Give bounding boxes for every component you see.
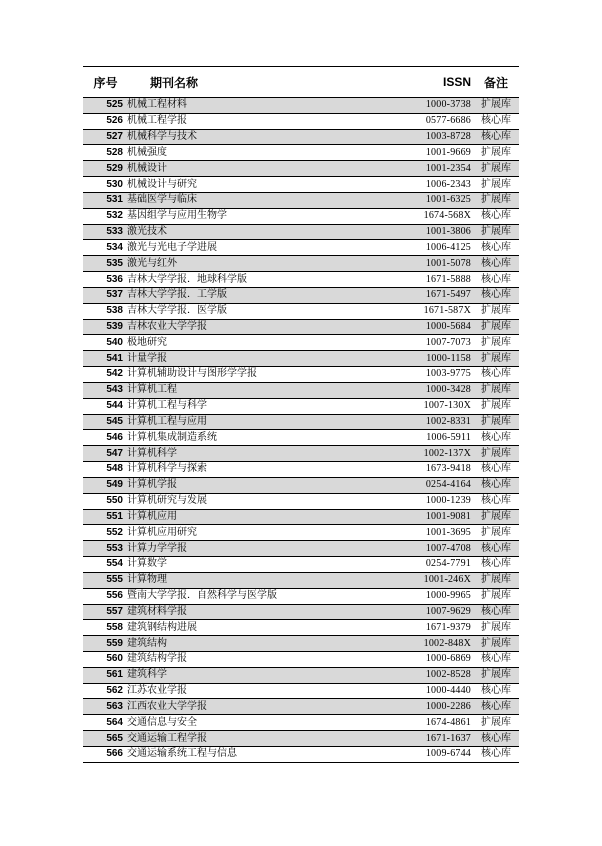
row-journal-name: 基础医学与临床: [126, 192, 403, 208]
row-issn: 1000-3428: [403, 382, 473, 398]
row-issn: 1671-9379: [403, 620, 473, 636]
row-journal-name: 吉林大学学报．工学版: [126, 287, 403, 303]
row-remark: 扩展库: [473, 335, 519, 351]
row-issn: 1674-568X: [403, 208, 473, 224]
table-row: [83, 129, 519, 145]
row-serial-number: 525: [83, 98, 126, 114]
row-remark: 扩展库: [473, 414, 519, 430]
row-issn: 1671-587X: [403, 303, 473, 319]
table-row: [83, 319, 519, 335]
table-row: [83, 367, 519, 383]
row-serial-number: 556: [83, 588, 126, 604]
row-remark: 扩展库: [473, 636, 519, 652]
table-row: [83, 240, 519, 256]
row-serial-number: 560: [83, 651, 126, 667]
row-serial-number: 528: [83, 145, 126, 161]
row-journal-name: 建筑钢结构进展: [126, 620, 403, 636]
row-remark: 核心库: [473, 541, 519, 557]
row-journal-name: 机械科学与技术: [126, 129, 403, 145]
row-journal-name: 建筑结构学报: [126, 651, 403, 667]
row-remark: 核心库: [473, 651, 519, 667]
row-serial-number: 537: [83, 287, 126, 303]
row-remark: 扩展库: [473, 382, 519, 398]
row-issn: 1007-130X: [403, 398, 473, 414]
row-journal-name: 计算物理: [126, 572, 403, 588]
row-issn: 1009-6744: [403, 746, 473, 762]
table-header-row: [83, 67, 519, 98]
row-remark: 核心库: [473, 256, 519, 272]
row-journal-name: 机械工程材料: [126, 98, 403, 114]
row-serial-number: 549: [83, 477, 126, 493]
row-issn: 1007-4708: [403, 541, 473, 557]
row-issn: 1000-6869: [403, 651, 473, 667]
table-row: [83, 604, 519, 620]
row-serial-number: 565: [83, 731, 126, 747]
row-serial-number: 530: [83, 177, 126, 193]
row-remark: 扩展库: [473, 351, 519, 367]
table-row: [83, 303, 519, 319]
row-remark: 扩展库: [473, 192, 519, 208]
table-row: [83, 192, 519, 208]
row-serial-number: 531: [83, 192, 126, 208]
row-serial-number: 555: [83, 572, 126, 588]
table-row: [83, 493, 519, 509]
row-journal-name: 机械设计: [126, 161, 403, 177]
header-journal-name: 期刊名称: [126, 67, 403, 98]
row-journal-name: 吉林大学学报．医学版: [126, 303, 403, 319]
row-journal-name: 计算机辅助设计与图形学学报: [126, 367, 403, 383]
row-remark: 扩展库: [473, 620, 519, 636]
row-issn: 1671-5497: [403, 287, 473, 303]
table-row: [83, 509, 519, 525]
table-row: [83, 351, 519, 367]
row-issn: 1000-3738: [403, 98, 473, 114]
row-journal-name: 激光与光电子学进展: [126, 240, 403, 256]
row-journal-name: 极地研究: [126, 335, 403, 351]
row-issn: 1000-1239: [403, 493, 473, 509]
table-row: [83, 525, 519, 541]
row-journal-name: 机械设计与研究: [126, 177, 403, 193]
row-remark: 核心库: [473, 557, 519, 573]
table-row: [83, 272, 519, 288]
row-journal-name: 机械工程学报: [126, 113, 403, 129]
row-serial-number: 540: [83, 335, 126, 351]
row-serial-number: 529: [83, 161, 126, 177]
row-issn: 1002-8331: [403, 414, 473, 430]
row-issn: 0254-4164: [403, 477, 473, 493]
table-row: [83, 588, 519, 604]
row-journal-name: 计算机应用: [126, 509, 403, 525]
row-remark: 核心库: [473, 240, 519, 256]
row-issn: 1006-4125: [403, 240, 473, 256]
table-row: [83, 145, 519, 161]
row-remark: 核心库: [473, 462, 519, 478]
row-issn: 1006-5911: [403, 430, 473, 446]
row-journal-name: 江苏农业学报: [126, 683, 403, 699]
row-journal-name: 计算机工程: [126, 382, 403, 398]
row-serial-number: 543: [83, 382, 126, 398]
table-row: [83, 620, 519, 636]
row-remark: 扩展库: [473, 446, 519, 462]
row-journal-name: 计算机集成制造系统: [126, 430, 403, 446]
row-journal-name: 计算数学: [126, 557, 403, 573]
row-issn: 1001-246X: [403, 572, 473, 588]
row-journal-name: 建筑材料学报: [126, 604, 403, 620]
row-issn: 1006-2343: [403, 177, 473, 193]
row-remark: 核心库: [473, 129, 519, 145]
table-row: [83, 699, 519, 715]
row-serial-number: 559: [83, 636, 126, 652]
row-issn: 1003-9775: [403, 367, 473, 383]
row-remark: 扩展库: [473, 588, 519, 604]
row-serial-number: 557: [83, 604, 126, 620]
table-row: [83, 98, 519, 114]
row-remark: 扩展库: [473, 224, 519, 240]
row-journal-name: 计量学报: [126, 351, 403, 367]
row-remark: 核心库: [473, 746, 519, 762]
row-issn: 1002-848X: [403, 636, 473, 652]
row-remark: 扩展库: [473, 715, 519, 731]
row-issn: 1001-9081: [403, 509, 473, 525]
row-journal-name: 江西农业大学学报: [126, 699, 403, 715]
row-serial-number: 542: [83, 367, 126, 383]
row-remark: 扩展库: [473, 398, 519, 414]
row-remark: 扩展库: [473, 98, 519, 114]
row-remark: 核心库: [473, 477, 519, 493]
table-row: [83, 113, 519, 129]
row-remark: 核心库: [473, 367, 519, 383]
row-issn: 1001-9669: [403, 145, 473, 161]
row-serial-number: 532: [83, 208, 126, 224]
row-remark: 核心库: [473, 699, 519, 715]
row-journal-name: 计算机工程与应用: [126, 414, 403, 430]
table-row: [83, 256, 519, 272]
row-issn: 1003-8728: [403, 129, 473, 145]
row-serial-number: 541: [83, 351, 126, 367]
table-row: [83, 636, 519, 652]
row-serial-number: 547: [83, 446, 126, 462]
row-issn: 1000-2286: [403, 699, 473, 715]
row-serial-number: 536: [83, 272, 126, 288]
row-remark: 扩展库: [473, 667, 519, 683]
row-serial-number: 527: [83, 129, 126, 145]
table-row: [83, 715, 519, 731]
journal-list-table: [83, 66, 519, 763]
table-row: [83, 667, 519, 683]
row-issn: 1000-5684: [403, 319, 473, 335]
table-row: [83, 208, 519, 224]
row-remark: 扩展库: [473, 161, 519, 177]
row-journal-name: 激光与红外: [126, 256, 403, 272]
table-row: [83, 446, 519, 462]
table-row: [83, 683, 519, 699]
row-issn: 1001-5078: [403, 256, 473, 272]
row-journal-name: 计算机应用研究: [126, 525, 403, 541]
row-remark: 扩展库: [473, 303, 519, 319]
row-serial-number: 545: [83, 414, 126, 430]
row-serial-number: 535: [83, 256, 126, 272]
row-issn: 1007-9629: [403, 604, 473, 620]
row-journal-name: 计算机研究与发展: [126, 493, 403, 509]
row-serial-number: 563: [83, 699, 126, 715]
table-row: [83, 572, 519, 588]
row-journal-name: 激光技术: [126, 224, 403, 240]
row-journal-name: 交通信息与安全: [126, 715, 403, 731]
row-serial-number: 548: [83, 462, 126, 478]
row-remark: 核心库: [473, 683, 519, 699]
table-row: [83, 177, 519, 193]
row-remark: 核心库: [473, 430, 519, 446]
row-issn: 1671-5888: [403, 272, 473, 288]
row-journal-name: 交通运输工程学报: [126, 731, 403, 747]
table-body: [83, 98, 519, 763]
row-serial-number: 561: [83, 667, 126, 683]
row-remark: 扩展库: [473, 509, 519, 525]
row-journal-name: 机械强度: [126, 145, 403, 161]
table-row: [83, 224, 519, 240]
row-serial-number: 544: [83, 398, 126, 414]
row-remark: 核心库: [473, 113, 519, 129]
row-serial-number: 526: [83, 113, 126, 129]
row-journal-name: 吉林农业大学学报: [126, 319, 403, 335]
row-journal-name: 暨南大学学报．自然科学与医学版: [126, 588, 403, 604]
row-remark: 扩展库: [473, 525, 519, 541]
table-row: [83, 161, 519, 177]
row-issn: 1001-3695: [403, 525, 473, 541]
row-serial-number: 566: [83, 746, 126, 762]
row-serial-number: 546: [83, 430, 126, 446]
row-serial-number: 551: [83, 509, 126, 525]
row-serial-number: 554: [83, 557, 126, 573]
row-journal-name: 计算机科学与探索: [126, 462, 403, 478]
row-remark: 扩展库: [473, 145, 519, 161]
row-issn: 1002-8528: [403, 667, 473, 683]
row-serial-number: 538: [83, 303, 126, 319]
row-remark: 核心库: [473, 287, 519, 303]
row-journal-name: 计算机学报: [126, 477, 403, 493]
row-remark: 核心库: [473, 208, 519, 224]
row-remark: 核心库: [473, 731, 519, 747]
row-remark: 扩展库: [473, 572, 519, 588]
row-issn: 1000-4440: [403, 683, 473, 699]
row-journal-name: 计算力学学报: [126, 541, 403, 557]
row-issn: 1673-9418: [403, 462, 473, 478]
row-issn: 1671-1637: [403, 731, 473, 747]
table-row: [83, 746, 519, 762]
table-row: [83, 414, 519, 430]
table-row: [83, 382, 519, 398]
table-row: [83, 398, 519, 414]
row-serial-number: 558: [83, 620, 126, 636]
row-issn: 1000-9965: [403, 588, 473, 604]
row-serial-number: 533: [83, 224, 126, 240]
table-row: [83, 335, 519, 351]
row-journal-name: 吉林大学学报．地球科学版: [126, 272, 403, 288]
table-row: [83, 462, 519, 478]
row-serial-number: 534: [83, 240, 126, 256]
table-row: [83, 430, 519, 446]
row-remark: 核心库: [473, 493, 519, 509]
table-row: [83, 557, 519, 573]
row-remark: 扩展库: [473, 177, 519, 193]
row-issn: 1007-7073: [403, 335, 473, 351]
row-serial-number: 552: [83, 525, 126, 541]
header-serial-number: 序号: [83, 67, 126, 98]
row-serial-number: 553: [83, 541, 126, 557]
table-row: [83, 541, 519, 557]
row-issn: 0254-7791: [403, 557, 473, 573]
row-issn: 1000-1158: [403, 351, 473, 367]
row-serial-number: 562: [83, 683, 126, 699]
table-row: [83, 477, 519, 493]
row-issn: 0577-6686: [403, 113, 473, 129]
row-remark: 核心库: [473, 272, 519, 288]
row-issn: 1001-3806: [403, 224, 473, 240]
row-issn: 1001-6325: [403, 192, 473, 208]
row-journal-name: 计算机科学: [126, 446, 403, 462]
row-serial-number: 564: [83, 715, 126, 731]
row-journal-name: 计算机工程与科学: [126, 398, 403, 414]
row-journal-name: 建筑科学: [126, 667, 403, 683]
row-issn: 1002-137X: [403, 446, 473, 462]
row-issn: 1674-4861: [403, 715, 473, 731]
row-remark: 扩展库: [473, 319, 519, 335]
table-row: [83, 731, 519, 747]
row-journal-name: 建筑结构: [126, 636, 403, 652]
row-serial-number: 539: [83, 319, 126, 335]
row-journal-name: 交通运输系统工程与信息: [126, 746, 403, 762]
header-issn: ISSN: [403, 67, 473, 98]
row-remark: 核心库: [473, 604, 519, 620]
row-issn: 1001-2354: [403, 161, 473, 177]
table-row: [83, 287, 519, 303]
row-journal-name: 基因组学与应用生物学: [126, 208, 403, 224]
table-row: [83, 651, 519, 667]
row-serial-number: 550: [83, 493, 126, 509]
header-remark: 备注: [473, 67, 519, 98]
